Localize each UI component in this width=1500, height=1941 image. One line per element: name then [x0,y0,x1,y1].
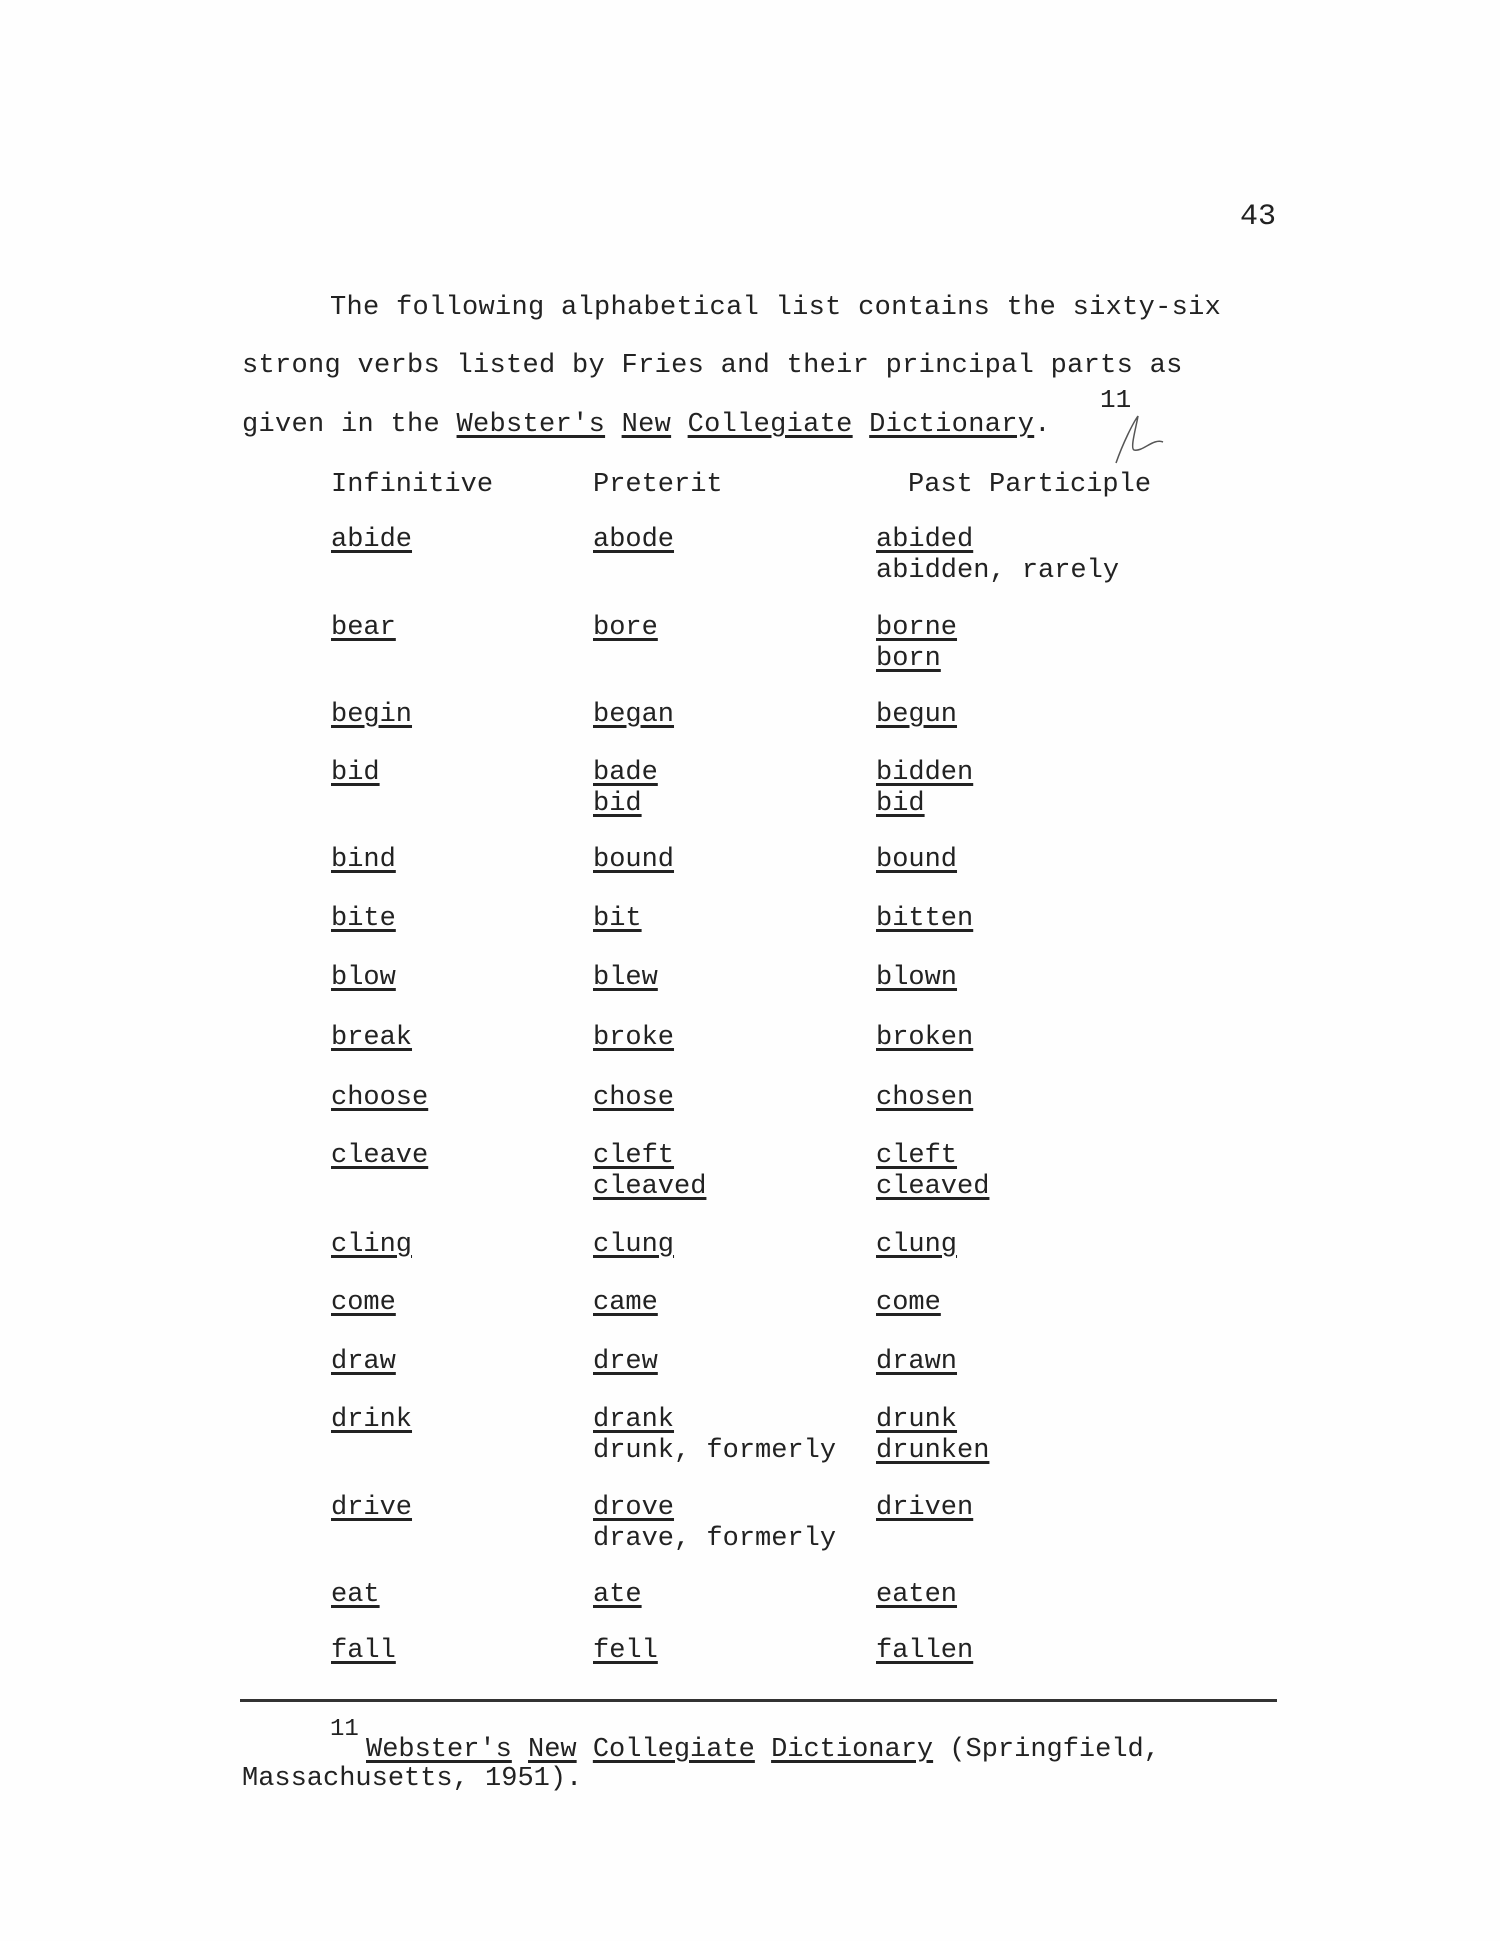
table-row [0,613,1500,673]
intro-line-1: The following alphabetical list contains the sixty-six [330,293,1222,323]
title-word: New [621,410,672,440]
table-row [0,525,1500,585]
preterit: drank [593,1405,675,1435]
preterit: bore [593,613,658,643]
participle: abidden, rarely [876,556,1120,586]
infinitive: cleave [331,1141,429,1171]
footnote-number: 11 [330,1716,359,1743]
infinitive: abide [331,525,413,555]
participle: begun [876,700,958,730]
footnote-line-1 [366,1735,1160,1765]
infinitive: come [331,1288,396,1318]
title-word: Collegiate [687,410,853,440]
infinitive: cling [331,1230,413,1260]
preterit: drave, formerly [593,1524,837,1554]
table-row [0,845,1500,905]
preterit: broke [593,1023,675,1053]
header-preterit: Preterit [593,470,723,500]
table-row [0,904,1500,964]
preterit: drunk, formerly [593,1436,837,1466]
infinitive: draw [331,1347,396,1377]
preterit: fell [593,1636,658,1666]
footnote-divider [240,1699,1277,1702]
participle: drawn [876,1347,958,1377]
title-word: Collegiate [592,1735,755,1765]
table-row [0,1141,1500,1201]
handwritten-check-mark-icon [1108,408,1168,468]
preterit: bid [593,789,642,819]
footnote-line-1-suffix: (Springfield, [933,1735,1160,1765]
table-row [0,963,1500,1023]
table-row [0,1493,1500,1553]
participle: drunken [876,1436,990,1466]
preterit: bade [593,758,658,788]
participle: bidden [876,758,974,788]
participle: born [876,644,941,674]
infinitive: begin [331,700,413,730]
participle: bitten [876,904,974,934]
intro-line-2: strong verbs listed by Fries and their principal parts as [242,351,1183,381]
participle: bid [876,789,925,819]
preterit: abode [593,525,675,555]
table-row [0,1580,1500,1640]
title-word: New [528,1735,577,1765]
infinitive: break [331,1023,413,1053]
page-number: 43 [1240,200,1277,234]
infinitive: blow [331,963,396,993]
infinitive: fall [331,1636,396,1666]
header-infinitive: Infinitive [331,470,494,500]
intro-line-3-suffix: . [1034,410,1051,440]
table-row [0,758,1500,818]
participle: eaten [876,1580,958,1610]
table-row [0,1083,1500,1143]
preterit: drove [593,1493,675,1523]
participle: abided [876,525,974,555]
infinitive: bear [331,613,396,643]
table-row [0,700,1500,760]
participle: come [876,1288,941,1318]
intro-line-3-prefix: given in the [242,410,457,440]
participle: cleft [876,1141,958,1171]
title-word: Dictionary [771,1735,934,1765]
preterit: blew [593,963,658,993]
title-word: Webster's [456,410,606,440]
title-word: Webster's [366,1735,512,1765]
header-past-participle: Past Participle [908,470,1152,500]
infinitive: eat [331,1580,380,1610]
infinitive: bid [331,758,380,788]
participle: blown [876,963,958,993]
table-row [0,1023,1500,1083]
preterit: bound [593,845,675,875]
preterit: cleft [593,1141,675,1171]
table-row [0,1347,1500,1407]
footnote-reference: 11 [1100,385,1132,415]
preterit: chose [593,1083,675,1113]
preterit: began [593,700,675,730]
preterit: cleaved [593,1172,707,1202]
table-row [0,1288,1500,1348]
participle: borne [876,613,958,643]
participle: drunk [876,1405,958,1435]
table-row [0,1405,1500,1465]
participle: cleaved [876,1172,990,1202]
preterit: drew [593,1347,658,1377]
infinitive: bind [331,845,396,875]
infinitive: choose [331,1083,429,1113]
participle: bound [876,845,958,875]
infinitive: bite [331,904,396,934]
participle: clung [876,1230,958,1260]
preterit: clung [593,1230,675,1260]
table-row [0,1230,1500,1290]
participle: chosen [876,1083,974,1113]
participle: driven [876,1493,974,1523]
footnote-line-2: Massachusetts, 1951). [242,1764,583,1794]
preterit: bit [593,904,642,934]
preterit: ate [593,1580,642,1610]
participle: fallen [876,1636,974,1666]
participle: broken [876,1023,974,1053]
preterit: came [593,1288,658,1318]
table-row [0,1636,1500,1696]
infinitive: drive [331,1493,413,1523]
title-word: Dictionary [869,410,1035,440]
infinitive: drink [331,1405,413,1435]
